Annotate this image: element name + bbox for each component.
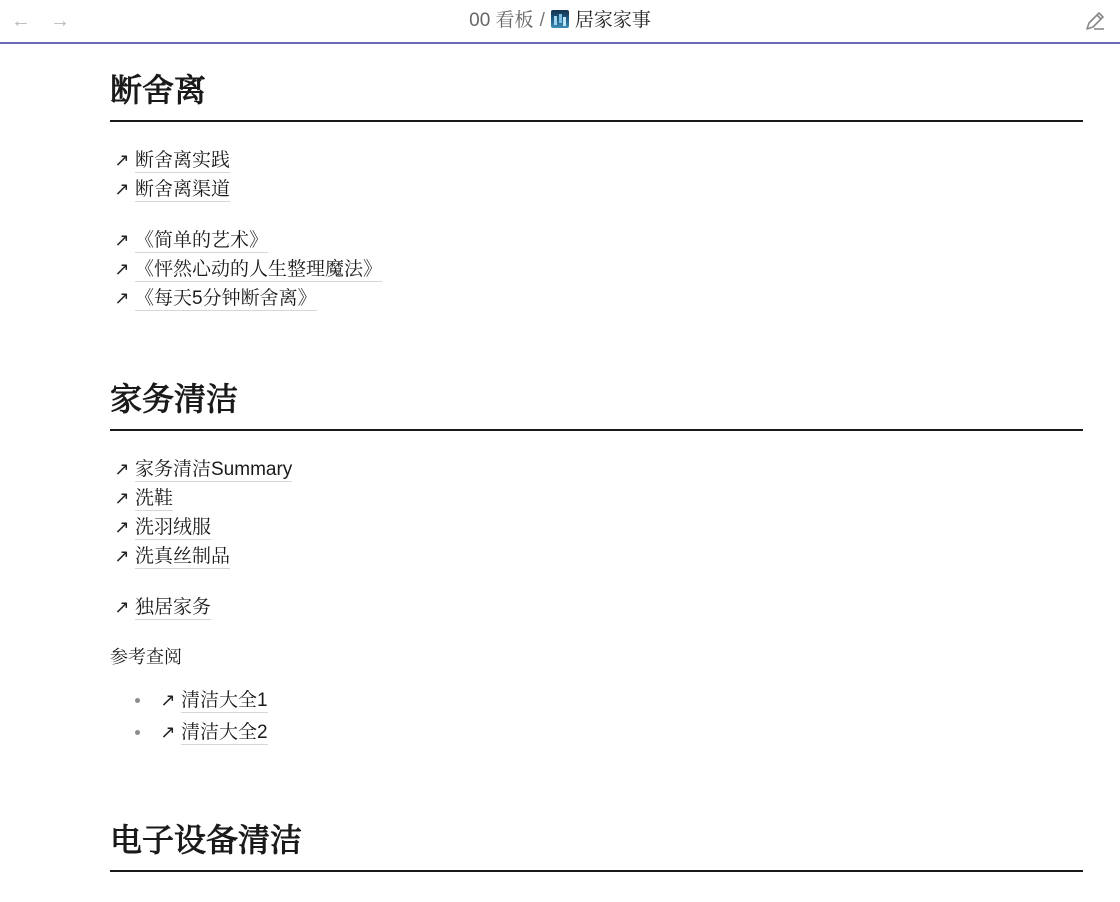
link-arrow-icon: ↗: [114, 179, 130, 199]
link-arrow-icon: ↗: [114, 597, 130, 617]
link-list: [110, 146, 1083, 204]
section-declutter: [110, 44, 1083, 313]
list-item: [110, 716, 1083, 748]
list-item: [110, 146, 1083, 175]
list-item: [110, 484, 1083, 513]
page-title: 居家家事: [574, 10, 651, 31]
reference-list: [110, 684, 1083, 748]
link-arrow-icon: ↗: [114, 517, 130, 537]
link-arrow-icon: ↗: [160, 690, 176, 710]
link-arrow-icon: ↗: [114, 259, 130, 279]
link-list: [110, 226, 1083, 313]
reference-label: 参考查阅: [110, 647, 182, 667]
link-arrow-icon: ↗: [114, 546, 130, 566]
arrow-right-icon[interactable]: →: [50, 10, 70, 32]
link-list: [110, 455, 1083, 571]
page-link[interactable]: 断舍离实践: [135, 150, 231, 171]
bullet-dot: [135, 730, 140, 735]
list-item: [110, 226, 1083, 255]
page-content: [110, 44, 1083, 872]
list-item: [110, 593, 1083, 622]
page-link[interactable]: 洗鞋: [135, 488, 174, 509]
link-arrow-icon: ↗: [114, 288, 130, 308]
section-housework: [110, 377, 1083, 748]
page-link[interactable]: 《怦然心动的人生整理魔法》: [135, 259, 383, 280]
page-link[interactable]: 独居家务: [135, 597, 212, 618]
breadcrumb-parent-link[interactable]: 00 看板: [469, 10, 534, 31]
section-electronics: [110, 818, 1083, 872]
page-link[interactable]: 清洁大全1: [181, 690, 268, 711]
page-link[interactable]: 《简单的艺术》: [135, 230, 269, 251]
breadcrumb: [0, 9, 1120, 33]
list-item: [110, 455, 1083, 484]
top-bar: [0, 0, 1120, 44]
page-icon: [551, 10, 569, 28]
page-link[interactable]: 《每天5分钟断舍离》: [135, 288, 317, 309]
bullet-dot: [135, 698, 140, 703]
list-item: [110, 513, 1083, 542]
list-item: [110, 175, 1083, 204]
link-arrow-icon: ↗: [114, 230, 130, 250]
section-title: 家务清洁: [110, 377, 1083, 431]
list-item: [110, 684, 1083, 716]
list-item: [110, 255, 1083, 284]
section-title: 断舍离: [110, 44, 1083, 122]
link-arrow-icon: ↗: [114, 459, 130, 479]
link-list: [110, 593, 1083, 622]
pencil-icon[interactable]: [1082, 8, 1108, 34]
link-arrow-icon: ↗: [114, 488, 130, 508]
page-link[interactable]: 家务清洁Summary: [135, 459, 293, 480]
list-item: [110, 542, 1083, 571]
link-arrow-icon: ↗: [114, 150, 130, 170]
page-link[interactable]: 清洁大全2: [181, 722, 268, 743]
arrow-left-icon[interactable]: ←: [11, 10, 31, 32]
section-title: 电子设备清洁: [110, 818, 1083, 872]
link-arrow-icon: ↗: [160, 722, 176, 742]
page-link[interactable]: 断舍离渠道: [135, 179, 231, 200]
list-item: [110, 284, 1083, 313]
page-link[interactable]: 洗羽绒服: [135, 517, 212, 538]
page-link[interactable]: 洗真丝制品: [135, 546, 231, 567]
breadcrumb-separator: /: [539, 10, 545, 31]
